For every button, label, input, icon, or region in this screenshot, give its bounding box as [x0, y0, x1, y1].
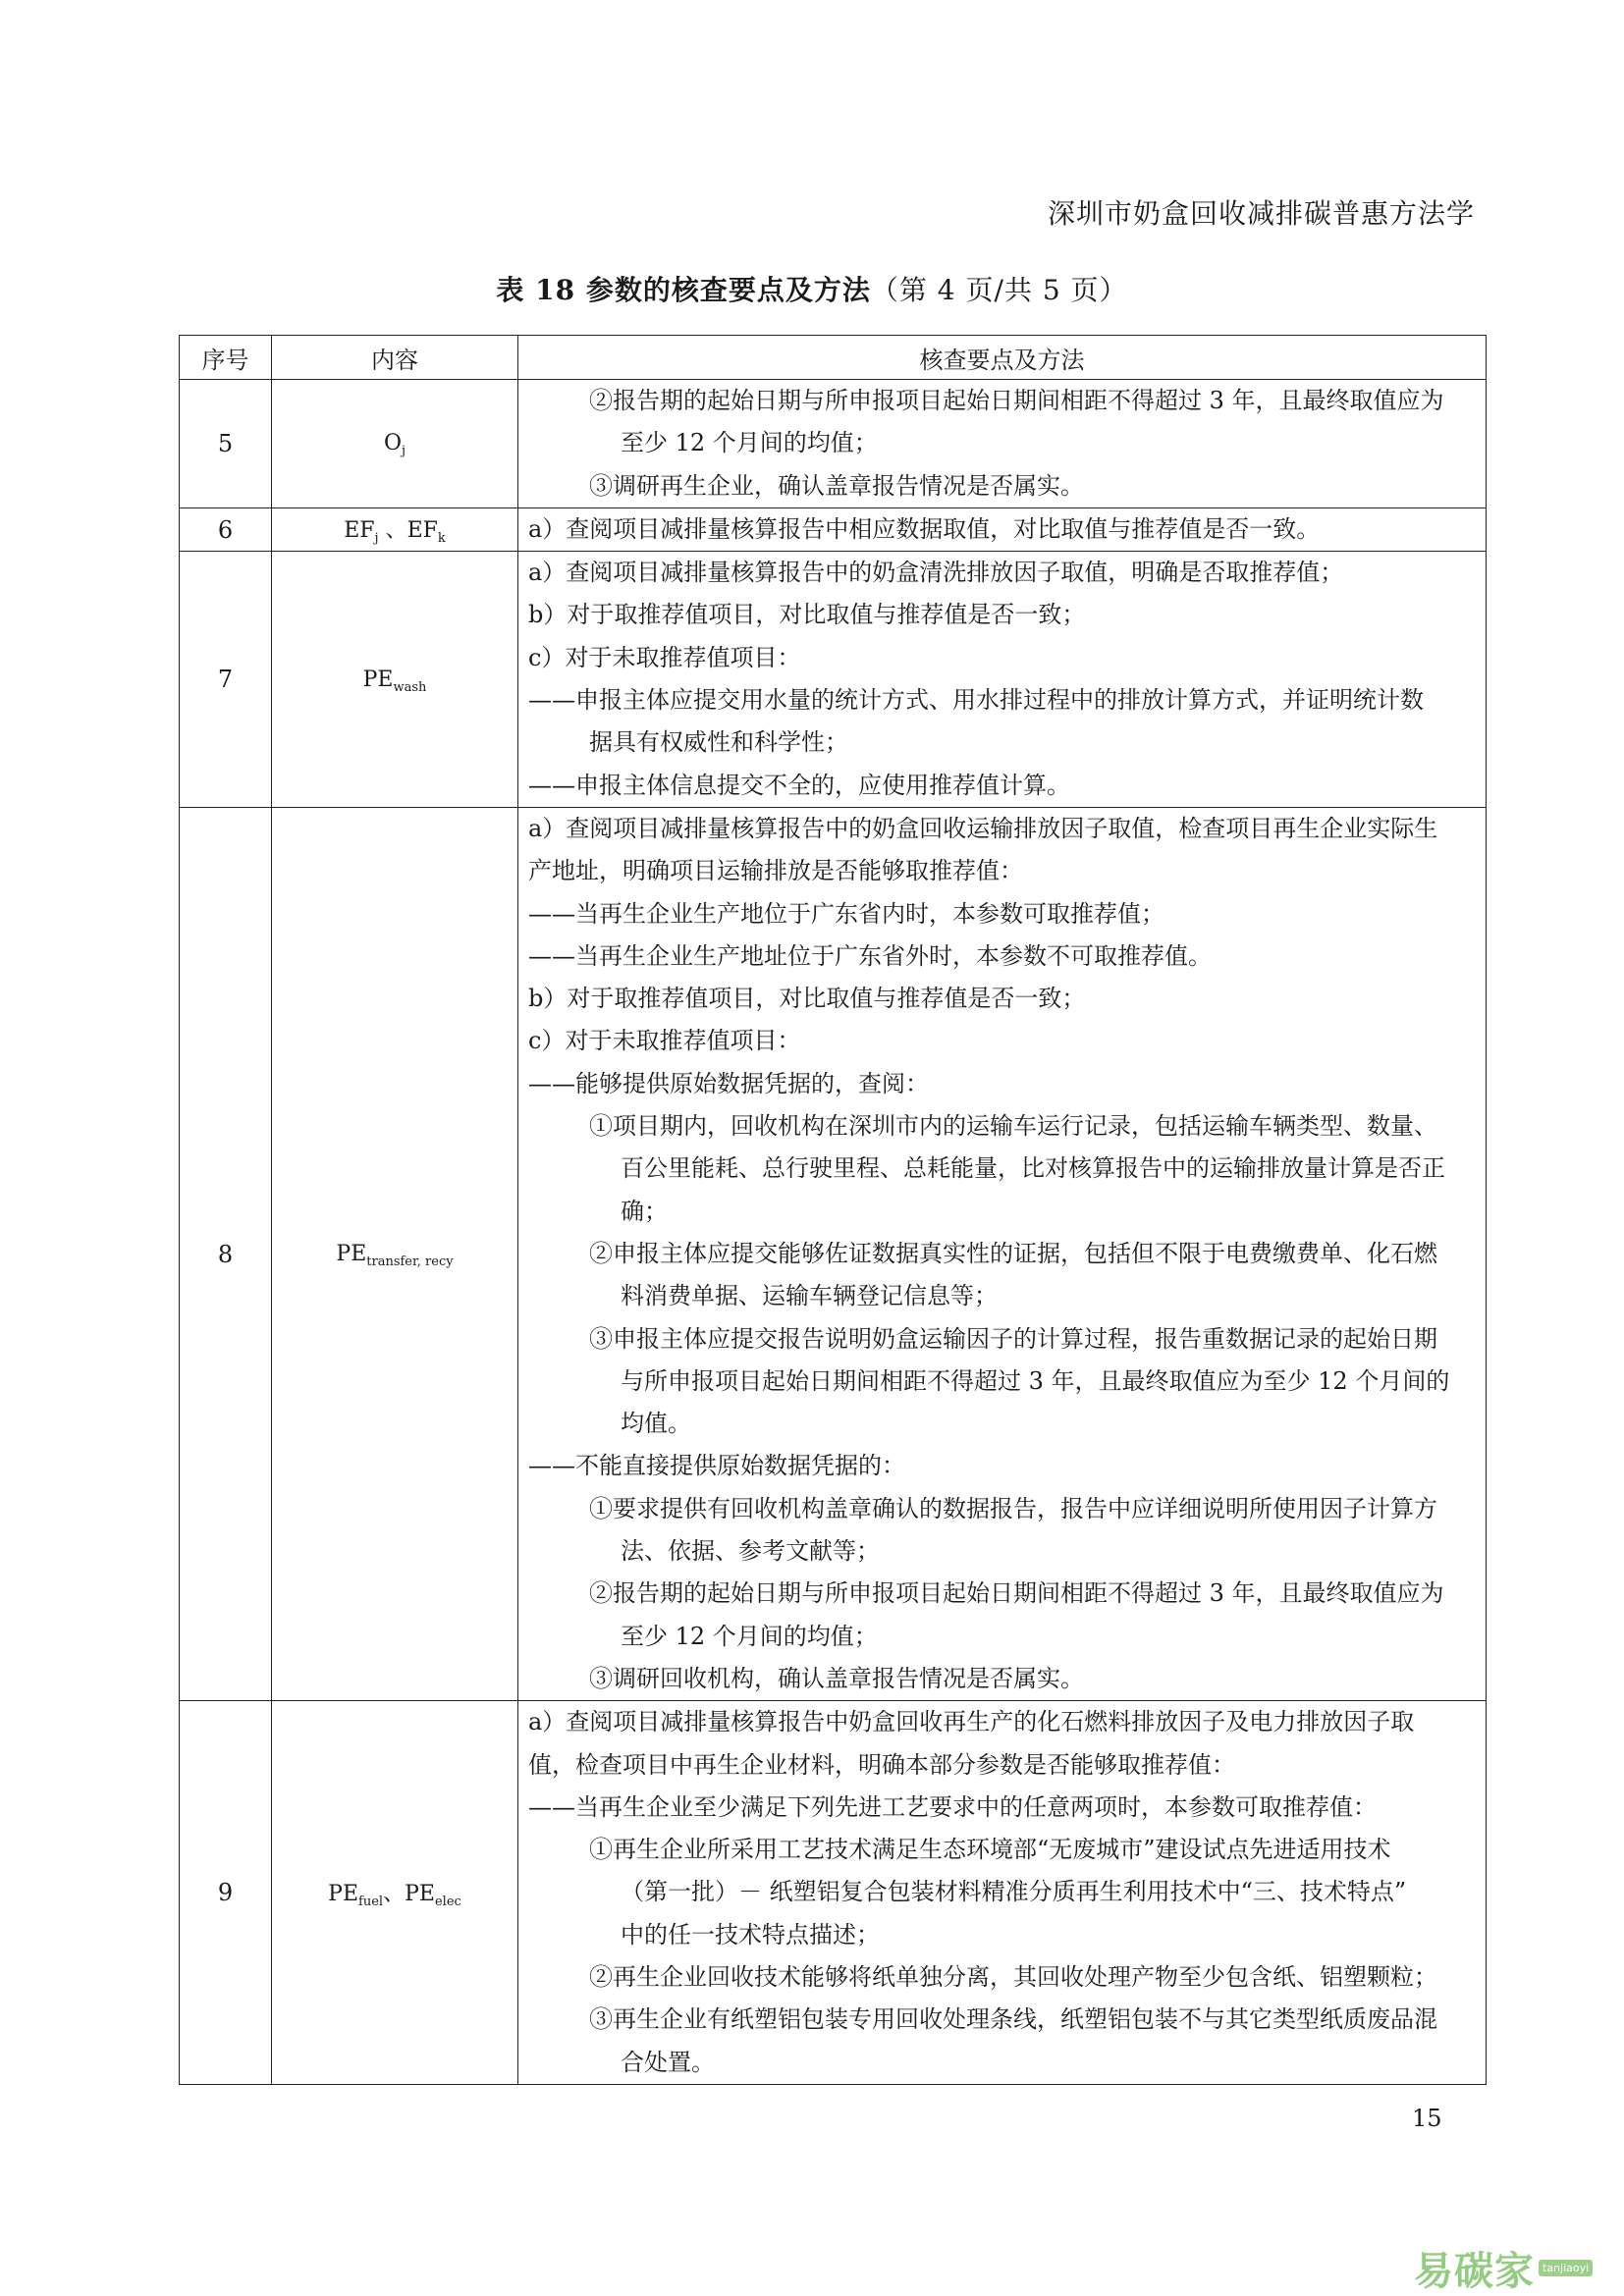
method-text-line: ——当再生企业生产地址位于广东省外时，本参数不可取推荐值。: [528, 941, 1212, 970]
method-text-line: 百公里能耗、总行驶里程、总耗能量，比对核算报告中的运输排放量计算是否正: [621, 1154, 1445, 1183]
method-text-line: ②报告期的起始日期与所申报项目起始日期间相距不得超过 3 年，且最终取值应为: [589, 1579, 1444, 1608]
parameter-subscript: transfer, recy: [366, 1255, 454, 1270]
watermark-text: 易碳家: [1414, 2249, 1535, 2294]
method-text-line: b）对于取推荐值项目，对比取值与推荐值是否一致；: [528, 601, 1086, 629]
method-text-line: ③调研回收机构，确认盖章报告情况是否属实。: [589, 1664, 1084, 1692]
method-text-line: ——当再生企业生产地位于广东省内时，本参数可取推荐值；: [528, 899, 1164, 928]
method-text-line: c）对于未取推荐值项目：: [528, 1027, 801, 1055]
method-text-line: 至少 12 个月间的均值；: [621, 429, 878, 457]
parameter-symbol: EF: [406, 518, 438, 544]
page-number: 15: [1412, 2105, 1442, 2132]
parameter-cell: [272, 807, 518, 1700]
row-index-cell: 7: [180, 552, 272, 808]
parameter-cell: [272, 507, 518, 551]
method-text-line: 法、依据、参考文献等；: [621, 1537, 880, 1566]
method-text-line: ③调研再生企业，确认盖章报告情况是否属实。: [589, 471, 1084, 500]
watermark-subtext: tanjiaoyi: [1539, 2260, 1593, 2276]
method-text-line: ——不能直接提供原始数据凭据的：: [528, 1452, 905, 1480]
table-row: [180, 552, 1487, 808]
parameter-symbol: PE: [336, 1242, 367, 1267]
method-text-line: 据具有权威性和科学性；: [589, 728, 848, 757]
method-text-line: 中的任一技术特点描述；: [621, 1920, 880, 1949]
row-index-cell: 6: [180, 507, 272, 551]
method-text-line: a）查阅项目减排量核算报告中相应数据取值，对比取值与推荐值是否一致。: [528, 514, 1321, 543]
table-row: [180, 380, 1487, 508]
table-row: [180, 507, 1487, 551]
method-text-line: a）查阅项目减排量核算报告中的奶盒清洗排放因子取值，明确是否取推荐值；: [528, 559, 1344, 587]
parameter-symbol: PE: [362, 667, 394, 692]
running-header: 深圳市奶盒回收减排碳普惠方法学: [1047, 197, 1475, 230]
table-row: [180, 807, 1487, 1700]
parameter-separator: 、: [383, 1881, 406, 1906]
method-text-line: 料消费单据、运输车辆登记信息等；: [621, 1282, 998, 1310]
parameter-subscript: j: [402, 444, 406, 459]
method-text-line: 产地址，明确项目运输排放是否能够取推荐值：: [528, 857, 1023, 885]
method-text-line: ②报告期的起始日期与所申报项目起始日期间相距不得超过 3 年，且最终取值应为: [589, 387, 1444, 414]
parameter-symbol: O: [383, 431, 402, 456]
parameter-symbol: EF: [344, 518, 375, 544]
method-text-line: ①项目期内，回收机构在深圳市内的运输车运行记录，包括运输车辆类型、数量、: [589, 1112, 1437, 1141]
row-index-cell: 5: [180, 380, 272, 508]
table-title-main: 表 18 参数的核查要点及方法: [496, 274, 871, 306]
method-text-line: a）查阅项目减排量核算报告中奶盒回收再生产的化石燃料排放因子及电力排放因子取: [528, 1708, 1415, 1736]
method-text-line: 与所申报项目起始日期间相距不得超过 3 年，且最终取值应为至少 12 个月间的: [621, 1366, 1450, 1395]
table-title: [0, 269, 1624, 308]
method-cell: [518, 1701, 1487, 2085]
method-text-line: ②再生企业回收技术能够将纸单独分离，其回收处理产物至少包含纸、铝塑颗粒；: [589, 1962, 1437, 1991]
method-text-line: ——当再生企业至少满足下列先进工艺要求中的任意两项时，本参数可取推荐值：: [528, 1792, 1377, 1821]
method-text-line: ①再生企业所采用工艺技术满足生态环境部“无废城市”建设试点先进适用技术: [589, 1836, 1391, 1864]
parameter-subscript: elec: [434, 1894, 461, 1909]
method-text-line: ③申报主体应提交报告说明奶盒运输因子的计算过程，报告重数据记录的起始日期: [589, 1324, 1437, 1353]
parameter-symbol: PE: [328, 1881, 359, 1906]
method-text-line: 确；: [621, 1197, 668, 1225]
method-cell: [518, 552, 1487, 808]
table-row: [180, 1701, 1487, 2085]
parameters-table: [179, 335, 1487, 2085]
parameter-separator: 、: [378, 518, 407, 544]
method-text-line: b）对于取推荐值项目，对比取值与推荐值是否一致；: [528, 985, 1086, 1013]
parameter-cell: [272, 1701, 518, 2085]
parameter-subscript: wash: [393, 679, 427, 695]
method-text-line: c）对于未取推荐值项目：: [528, 643, 801, 671]
method-text-line: 合处置。: [621, 2048, 715, 2076]
method-text-line: ③再生企业有纸塑铝包装专用回收处理条线，纸塑铝包装不与其它类型纸质废品混: [589, 2005, 1437, 2034]
table-header-row: [180, 336, 1487, 380]
watermark-logo: [1414, 2240, 1593, 2296]
method-text-line: 均值。: [621, 1410, 691, 1438]
method-text-line: 至少 12 个月间的均值；: [621, 1622, 878, 1650]
method-text-line: 值，检查项目中再生企业材料，明确本部分参数是否能够取推荐值：: [528, 1750, 1235, 1779]
header-cell-method: 核查要点及方法: [518, 336, 1487, 380]
method-text-line: ——能够提供原始数据凭据的，查阅：: [528, 1069, 929, 1097]
method-text-line: ①要求提供有回收机构盖章确认的数据报告，报告中应详细说明所使用因子计算方: [589, 1494, 1437, 1522]
header-cell-index: 序号: [180, 336, 272, 380]
method-text-line: ②申报主体应提交能够佐证数据真实性的证据，包括但不限于电费缴费单、化石燃: [589, 1239, 1437, 1267]
parameter-subscript: k: [437, 531, 446, 547]
row-index-cell: 8: [180, 807, 272, 1700]
parameter-subscript: j: [374, 531, 379, 547]
method-text-line: a）查阅项目减排量核算报告中的奶盒回收运输排放因子取值，检查项目再生企业实际生: [528, 814, 1438, 842]
row-index-cell: 9: [180, 1701, 272, 2085]
method-cell: [518, 807, 1487, 1700]
parameter-subscript: fuel: [358, 1894, 384, 1909]
parameter-cell: [272, 380, 518, 508]
method-cell: [518, 380, 1487, 508]
method-cell: [518, 507, 1487, 551]
header-cell-content: 内容: [272, 336, 518, 380]
method-text-line: ——申报主体应提交用水量的统计方式、用水排过程中的排放计算方式，并证明统计数: [528, 686, 1424, 715]
method-text-line: ——申报主体信息提交不全的，应使用推荐值计算。: [528, 771, 1070, 799]
parameter-cell: [272, 552, 518, 808]
table-title-page-info: （第 4 页/共 5 页）: [870, 274, 1128, 306]
parameter-symbol: PE: [405, 1881, 435, 1906]
method-text-line: （第一批）－ 纸塑铝复合包装材料精准分质再生利用技术中“三、技术特点”: [621, 1878, 1407, 1906]
